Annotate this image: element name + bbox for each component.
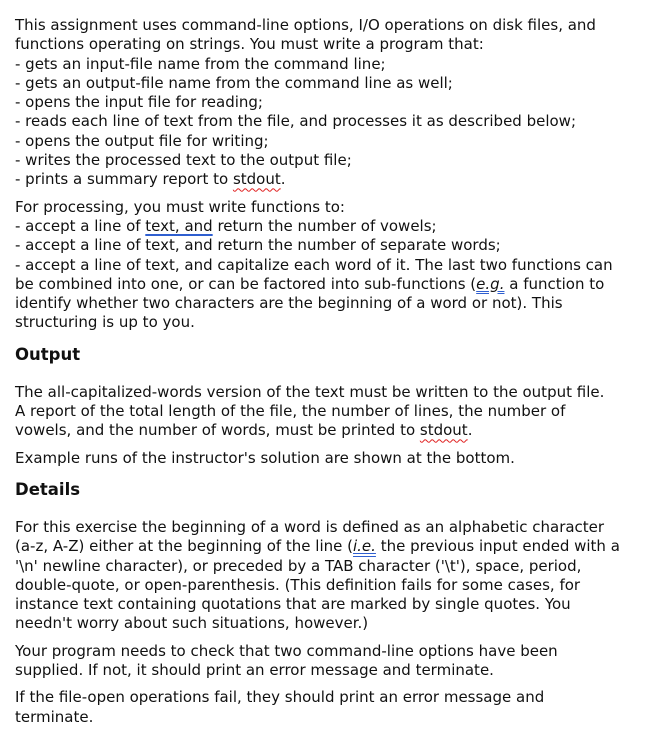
example-paragraph — [15, 449, 665, 468]
requirement-item: - gets an output-file name from the command line as well; — [15, 73, 453, 92]
function-item — [15, 217, 665, 236]
processing-text: a function to — [504, 274, 605, 293]
function-text: return the number of vowels; — [212, 216, 437, 235]
details-line: supplied. If not, it should print an error message and terminate. — [15, 661, 494, 680]
requirement-item: - reads each line of text from the file, and processes it as described below; — [15, 112, 576, 131]
details-line: If the file-open operations fail, they should print an error message and — [15, 688, 545, 707]
requirement-item: - opens the output file for writing; — [15, 131, 269, 150]
spellcheck-word-stdout: stdout — [232, 170, 281, 189]
details-paragraph-1 — [15, 518, 665, 634]
details-line: For this exercise the beginning of a word is defined as an alphabetic character — [15, 517, 605, 536]
details-heading: Details — [15, 479, 81, 499]
details-line: Your program needs to check that two command-line options have been — [15, 641, 558, 660]
intro-line: This assignment uses command-line options, I/O operations on disk files, and — [15, 16, 596, 34]
details-line: needn't worry about such situations, however.) — [15, 614, 369, 633]
grammar-underlined-ie: i.e. — [353, 537, 376, 556]
requirement-text: - prints a summary report to — [15, 170, 233, 189]
processing-intro: For processing, you must write functions to: — [15, 197, 345, 216]
grammar-underlined-text: text, and — [145, 216, 213, 235]
function-item: - accept a line of text, and capitalize each word of it. The last two functions can — [15, 255, 613, 274]
grammar-underlined-eg: e.g. — [476, 274, 505, 293]
intro-line: functions operating on strings. You must write a program that: — [15, 35, 484, 54]
requirement-item: - opens the input file for reading; — [15, 93, 263, 112]
requirement-item: - writes the processed text to the output file; — [15, 151, 352, 170]
processing-text: be combined into one, or can be factored into sub-functions ( — [15, 274, 477, 293]
output-heading: Output — [15, 344, 81, 364]
assignment-document — [15, 16, 665, 735]
details-line: terminate. — [15, 707, 94, 726]
requirement-item: - gets an input-file name from the command line; — [15, 54, 386, 73]
requirement-punct: . — [280, 170, 286, 189]
details-line: double-quote, or open-parenthesis. (This definition fails for some cases, for — [15, 575, 581, 594]
details-line — [15, 537, 665, 556]
function-item: - accept a line of text, and return the number of separate words; — [15, 236, 501, 255]
output-line: A report of the total length of the file, the number of lines, the number of — [15, 402, 566, 421]
function-text: - accept a line of — [15, 216, 146, 235]
details-text: the previous input ended with a — [375, 537, 620, 556]
output-text: vowels, and the number of words, must be printed to — [15, 421, 420, 440]
details-line: instance text containing quotations that are marked by single quotes. You — [15, 595, 571, 614]
processing-line: structuring is up to you. — [15, 313, 195, 332]
processing-paragraph — [15, 198, 665, 333]
output-paragraph — [15, 383, 665, 441]
example-line: Example runs of the instructor's solution are shown at the bottom. — [15, 448, 515, 467]
processing-line — [15, 275, 665, 294]
details-line: '\n' newline character), or preceded by a TAB character ('\t'), space, period, — [15, 556, 582, 575]
processing-line: identify whether two characters are the beginning of a word or not). This — [15, 294, 563, 313]
spellcheck-word-stdout: stdout — [419, 421, 468, 440]
requirement-item — [15, 170, 665, 189]
intro-paragraph — [15, 16, 665, 190]
details-paragraph-3 — [15, 688, 665, 727]
details-paragraph-2 — [15, 642, 665, 681]
details-text: (a-z, A-Z) either at the beginning of the line ( — [15, 537, 353, 556]
output-line: The all-capitalized-words version of the text must be written to the output file. — [15, 382, 605, 401]
output-line — [15, 421, 665, 440]
output-punct: . — [467, 421, 473, 440]
